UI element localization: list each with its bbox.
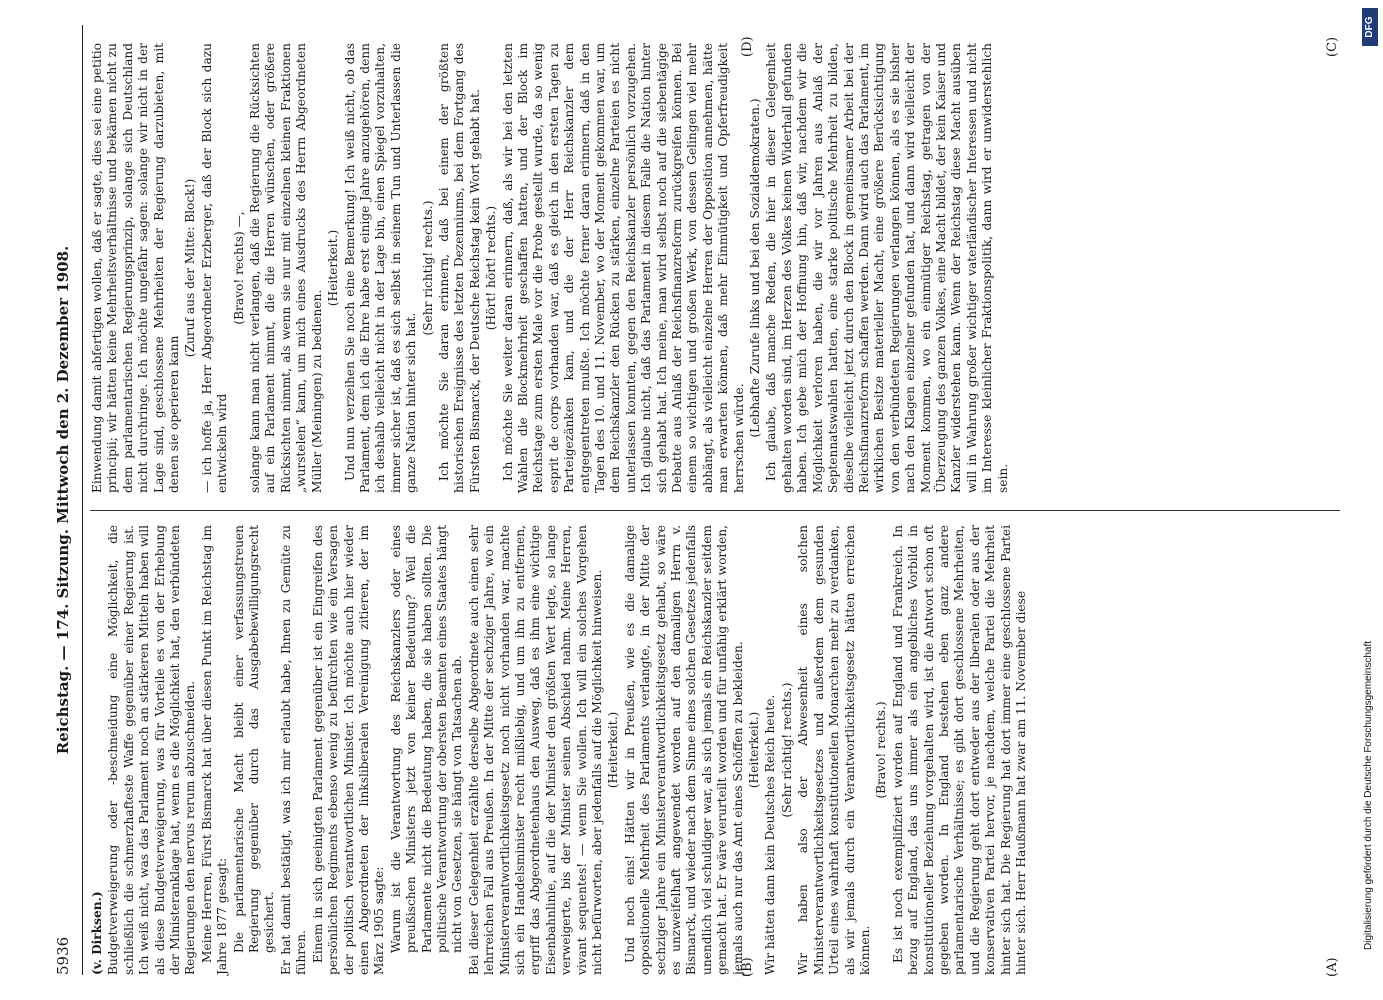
- paragraph: Die parlamentarische Macht bleibt einer verfassungstreuen Regierung gegenüber durch das Ausgabebewilligungsrecht gesichert.: [231, 525, 277, 953]
- interjection: (Bravo! rechts) —,: [231, 211, 246, 325]
- margin-mark-a: (A): [1325, 957, 1340, 977]
- paragraph: Warum ist die Verantwortung des Reichskanzlers oder eines preußischen Ministers jetzt von keiner Bedeutung? Weil die Parlamente nicht die Bedeutung haben, die sie haben sollten. Die politische Verantwortung der obersten Beamten eines Staates hängt nicht von Gesetzen, sie hängt von Tatsachen ab.: [388, 525, 465, 953]
- interjection: (Heiterkeit.): [326, 229, 341, 307]
- paragraph: Und noch eins! Hätten wir in Preußen, wie es die damalige oppositionelle Mehrheit des Parlaments verlangte, in der Mitte der sechziger Jahre ein Ministerverantwortlichkeitsgesetz gehabt, so wäre es unzweifelhaft angewendet worden auf den damaligen Herrn v. Bismarck, und wieder nach dem Sinne eines solchen Gesetzes jedenfalls unendlich viel schuldiger war, als sich jemals ein Reichskanzler seitdem gemacht hat. Er wäre verurteilt worden und für unfähig erklärt worden, jemals auch nur das Amt eines Schöffen zu bekleiden.: [622, 525, 745, 975]
- paragraph: Einem in sich geeinigten Parlament gegenüber ist ein Eingreifen des persönlichen Regiments ebenso wenig zu befürchten wie ein Versagen der politisch verantwortlichen Minister. Ich möchte auch hier wieder einen Abgeordneten der linksliberalen Vereinigung zitieren, der im März 1905 sagte:: [310, 525, 387, 975]
- digitization-credit: [1362, 10, 1376, 990]
- margin-mark-b: (B): [740, 957, 755, 977]
- speaker-name: (v. Dirksen.): [90, 891, 104, 975]
- right-column: [90, 43, 1012, 493]
- interjection: (Heiterkeit.): [747, 711, 762, 789]
- session-heading: Reichstag. — 174. Sitzung. Mittwoch den 2. Dezember 1908.: [54, 245, 72, 755]
- left-column: [90, 525, 1030, 975]
- paragraph: Meine Herren, Fürst Bismarck hat über diesen Punkt im Reichstag im Jahre 1877 gesagt:: [199, 525, 230, 975]
- rotated-page: [50, 25, 1350, 975]
- paragraph: Einwendung damit abfertigen wollen, daß er sagte, dies sei eine petitio principii; wir hätten keine Mehrheitsverhältnisse und bekämen nicht zu dem parlamentarischen Regierungsprinzip, solange sich Deutschland nicht durchringe. Ich möchte ungefähr sagen: solange wir nicht in der Lage sind, geschlossene Mehrheiten der Regierung darzubieten, mit denen sie operieren kann: [90, 43, 182, 493]
- paragraph: Es ist noch exemplifiziert worden auf England und Frankreich. In bezug auf England, das uns immer als ein angebliches Vorbild in konstitutioneller Beziehung vorgehalten wird, ist die Antwort schon oft gegeben worden. In England bestehen eben ganz andere parlamentarische Verhältnisse; es gibt dort geschlossene Mehrheiten, und die Regierung geht dort entweder aus der liberalen oder aus der konservativen Partei hervor, je nachdem, welche Partei die Mehrheit hinter sich hat. Die Regierung hat dort immer eine geschlossene Partei hinter sich. Herr Haußmann hat zwar am 11. November diese: [890, 525, 1028, 975]
- column-divider: [90, 510, 1340, 511]
- paragraph: Bei dieser Gelegenheit erzählte derselbe Abgeordnete auch einen sehr lehrreichen Fall aus Preußen. In der Mitte der sechziger Jahre, wo ein Ministerverantwortlichkeitsgesetz noch nicht vorhanden war, machte sich ein Handelsminister recht mißliebig, und um ihn zu entfernen, ergriff das Abgeordnetenhaus den Ausweg, daß es ihm eine wichtige Eisenbahnlinie, auf die der Minister den größten Wert legte, so lange verweigerte, bis der Minister seinen Abschied nahm. Meine Herren, vivant sequentes! — wenn Sie wollen. Ich will ein solches Vorgehen nicht befürworten, aber jedenfalls auf die Möglichkeit hinweisen.: [466, 525, 604, 975]
- paragraph: Ich möchte Sie weiter daran erinnern, daß, als wir bei den letzten Wahlen die Blockmehrheit geschaffen hatten, und der Block im Reichstage zum ersten Male vor die Probe gestellt wurde, da so wenig esprit de corps vorhanden war, daß es gleich in den ersten Tagen zu Parteigezänken kam, und die der Herr Reichskanzler dem entgegentreten mußte. Ich möchte ferner daran erinnern, daß in den Tagen des 10. und 11. November, wo der Moment gekommen war, um dem Reichskanzler den Rücken zu stärken, einzelne Parteien es nicht unterlassen konnten, gegen den Reichskanzler persönlich vorzugehen. Ich glaube nicht, daß das Parlament in diesem Falle die Nation hinter sich gehabt hat. Ich meine, man wird selbst noch auf die siebentägige Debatte aus Anlaß der Reichsfinanzreform zurückgreifen können. Bei einem so wichtigen und großen Werk, von dessen Gelingen viel mehr abhängt, als vielleicht einzelne Herren der Opposition annehmen, hätte man erwarten können, daß mehr Einmütigkeit und Opferfreudigkeit herrschen würde.: [500, 43, 746, 493]
- interjection: (Sehr richtig! rechts.): [420, 200, 435, 336]
- paragraph: — ich hoffe ja, Herr Abgeordneter Erzberger, daß der Block sich dazu entwickeln wird: [199, 43, 230, 493]
- paragraph: solange kann man nicht verlangen, daß die Regierung die Rücksichten auf ein Parlament nimmt, die die Herren wünschen, oder größere Rücksichten nimmt, als wenn sie nur mit einzelnen kleinen Fraktionen „wurstelen“ kann, um mich eines Ausdrucks des Herrn Abgeordneten Müller (Meiningen) zu bedienen.: [248, 43, 324, 493]
- paragraph: Und nun verzeihen Sie noch eine Bemerkung! Ich weiß nicht, ob das Parlament, dem ich die Ehre habe erst einige Jahre anzugehören, denn ich deshalb vielleicht nicht in der Lage bin, einen Spiegel vorzuhalten, immer sicher ist, daß es sich selbst in seinem Tun und Unterlassen die ganze Nation hinter sich hat.: [342, 43, 419, 493]
- interjection: (Sehr richtig! rechts.): [779, 682, 794, 818]
- interjection: (Heiterkeit.): [606, 711, 621, 789]
- paragraph: Ich möchte Sie daran erinnern, daß bei einem der größten historischen Ereignisse des letzten Dezenniums, bei dem Fortgang des Fürsten Bismarck, der Deutsche Reichstag kein Wort gehabt hat.: [436, 43, 482, 493]
- dfg-logo: [1362, 8, 1378, 46]
- paragraph: Wir haben also der Abwesenheit eines solchen Ministerverantwortlichkeitsgesetzes und außerdem dem gesunden Urteil eines wahrhaft konstitutionellen Monarchen mehr zu verdanken, als wir jemals durch ein Verantwortlichkeitsgesetz hätten erreichen können.: [796, 525, 872, 975]
- credit-text: Digitalisierung gefördert durch die Deutsche Forschungsgemeinschaft: [1363, 640, 1374, 950]
- paragraph: Er hat damit bestätigt, was ich mir erlaubt habe, Ihnen zu Gemüte zu führen.: [278, 525, 309, 975]
- interjection: (Bravo! rechts.): [874, 701, 889, 799]
- margin-mark-d: (D): [740, 36, 755, 57]
- interjection: (Lebhafte Zurufe links und bei den Sozialdemokraten.): [748, 98, 763, 438]
- paragraph: Wir hätten dann kein Deutsches Reich heute.: [763, 694, 778, 975]
- page-number: 5936: [54, 936, 72, 975]
- page-header: [50, 25, 83, 975]
- dfg-logo-text: DFG: [1364, 16, 1375, 38]
- paragraph: Budgetverweigerung oder -beschneidung eine Möglichkeit, die schließlich die schmerzhafteste Waffe gegenüber einer Regierung ist. Ich weiß nicht, was das Parlament noch an stärkeren Mitteln haben will als diese Budgetverweigerung, was für Vorteile es von der Erhebung der Ministeranklage hat, wenn es die Möglichkeit hat, den verbündeten Regierungen den nervus rerum abzuschneiden.: [106, 525, 198, 975]
- interjection: (Zuruf aus der Mitte: Block!): [183, 178, 198, 358]
- margin-mark-c: (C): [1325, 36, 1340, 57]
- paragraph: Ich glaube, daß manche Reden, die hier in dieser Gelegenheit gehalten worden sind, im Herzen des Volkes keinen Widerhall gefunden haben. Ich gebe mich der Hoffnung hin, daß wir, nachdem wir die Möglichkeit verloren haben, die wir vor Jahren aus Anlaß der Septennatswahlen hatten, eine starke politische Mehrheit zu bilden, dieselbe vielleicht jetzt durch den Block in gemeinsamer Arbeit bei der Reichsfinanzreform schaffen werden. Dann wird auch das Parlament, im wirklichen Besitze materieller Macht, eine größere Berücksichtigung von den verbündeten Regierungen verlangen können, als es sie bisher nach den Klagen einzelner gefunden hat, und dann wird vielleicht der Moment kommen, wo ein einmütiger Reichstag, getragen von der Überzeugung des ganzen Volkes, eine Macht bildet, der kein Kaiser und Kanzler widerstehen kann. Wenn der Reichstag diese Macht ausüben will in Wahrung großer wichtiger vaterländischer Interessen und nicht im Interesse kleinlicher Fraktionspolitik, dann wird er unwiderstehlich sein.: [764, 43, 1010, 493]
- interjection: (Hört! hört! rechts.): [484, 205, 499, 331]
